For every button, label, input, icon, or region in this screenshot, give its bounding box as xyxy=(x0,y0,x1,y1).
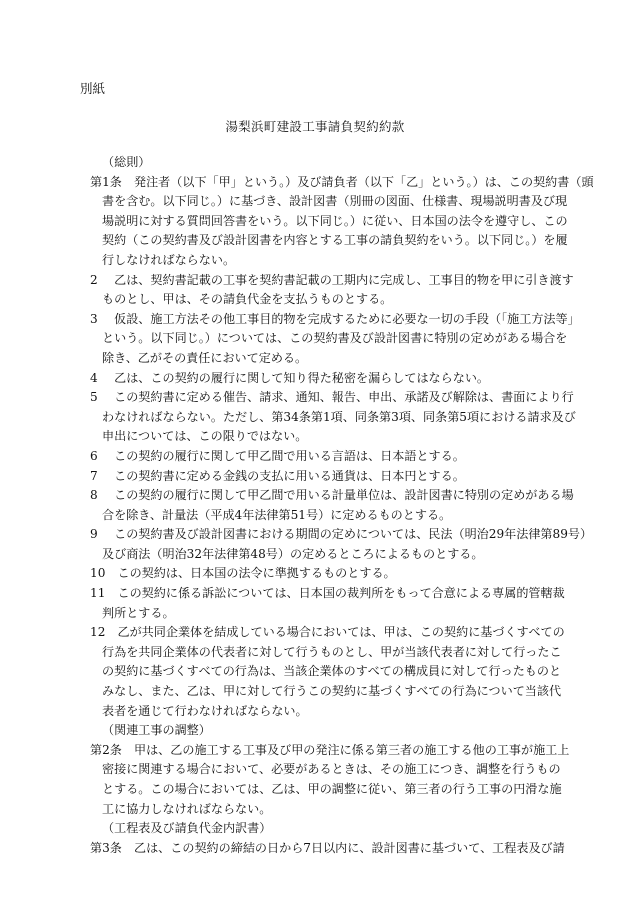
clause-text-line: この契約の履行に関して甲乙間で用いる計量単位は、設計図書に特別の定めがある場 xyxy=(102,488,574,503)
clause-text-line: ものとし、甲は、その請負代金を支払うものとする。 xyxy=(102,292,393,307)
clause-paragraph xyxy=(90,447,548,467)
clause-text-line: この契約書及び設計図書における期間の定めについては、民法（明治29年法律第89号） xyxy=(102,527,593,542)
clause-paragraph xyxy=(90,388,576,447)
clause-text-line: 申出については、この限りではない。 xyxy=(102,429,308,444)
clause-paragraph xyxy=(90,741,570,819)
clause-paragraph xyxy=(90,839,565,859)
clause-paragraph xyxy=(90,467,548,487)
section-heading: （工程表及び請負代金内訳書） xyxy=(102,821,272,836)
clause-text-line: 契約（この契約書及び設計図書を内容とする工事の請負契約をいう。以下同じ。）を履 xyxy=(102,233,568,248)
clause-text-line: 発注者（以下「甲」という。）及び請負者（以下「乙」という。）は、この契約書（頭 xyxy=(121,174,594,189)
section-heading: （関連工事の調整） xyxy=(102,723,211,738)
clause-number: 3 xyxy=(90,311,98,326)
clause-text-line: 仮設、施工方法その他工事目的物を完成するために必要な一切の手段（「施工方法等」 xyxy=(102,311,580,326)
clause-paragraph xyxy=(90,584,565,623)
clause-number: 4 xyxy=(90,370,98,385)
clause-number: 12 xyxy=(90,625,106,640)
clause-text-line: 乙は、この契約の履行に関して知り得た秘密を漏らしてはならない。 xyxy=(102,370,490,385)
clause-paragraph xyxy=(90,486,574,525)
clause-number: 10 xyxy=(90,566,106,581)
clause-text-line: 行為を共同企業体の代表者に対して行うものとし、甲が当該代表者に対して行ったこ xyxy=(102,644,562,659)
clause-text-line: 書を含む。以下同じ。）に基づき、設計図書（別冊の図面、仕様書、現場説明書及び現 xyxy=(102,194,568,209)
clause-text-line: 乙は、契約書記載の工事を契約書記載の工期内に完成し、工事目的物を甲に引き渡す xyxy=(102,272,574,287)
clause-number: 2 xyxy=(90,272,98,287)
clause-text-line: 工に協力しなければならない。 xyxy=(102,801,272,816)
clause-paragraph xyxy=(90,623,565,721)
document-body xyxy=(90,153,594,858)
clause-text-line: 判所とする。 xyxy=(102,605,175,620)
clause-number: 6 xyxy=(90,448,98,463)
clause-text-line: 乙は、この契約の締結の日から7日以内に、設計図書に基づいて、工程表及び請 xyxy=(121,840,565,855)
clause-text-line: この契約書に定める金銭の支払に用いる通貨は、日本円とする。 xyxy=(102,468,465,483)
document-title: 湯梨浜町建設工事請負契約約款 xyxy=(225,119,405,134)
clause-paragraph xyxy=(90,525,593,564)
clause-paragraph xyxy=(90,369,548,389)
clause-number: 5 xyxy=(90,390,98,405)
clause-text-line: 及び商法（明治32年法律第48号）の定めるところによるものとする。 xyxy=(102,546,484,561)
clause-text-line: この契約書に定める催告、請求、通知、報告、申出、承諾及び解除は、書面により行 xyxy=(102,390,574,405)
clause-number: 第1条 xyxy=(90,174,122,189)
clause-number: 第3条 xyxy=(90,840,122,855)
clause-number: 9 xyxy=(90,527,98,542)
clause-paragraph xyxy=(90,173,594,271)
clause-text-line: 除き、乙がその責任において定める。 xyxy=(102,350,308,365)
clause-paragraph xyxy=(90,271,574,310)
clause-text-line: 場説明に対する質問回答書をいう。以下同じ。）に従い、日本国の法令を遵守し、この xyxy=(102,213,568,228)
clause-text-line: この契約は、日本国の法令に準拠するものとする。 xyxy=(105,566,396,581)
clause-text-line: 行しなければならない。 xyxy=(102,252,236,267)
clause-text-line: という。以下同じ。）については、この契約書及び設計図書に特別の定めがある場合を xyxy=(102,331,568,346)
clause-number: 第2条 xyxy=(90,742,122,757)
clause-paragraph xyxy=(90,564,548,584)
clause-text-line: 合を除き、計量法（平成4年法律第51号）に定めるものとする。 xyxy=(102,507,452,522)
attachment-label: 別紙 xyxy=(80,81,106,96)
clause-paragraph xyxy=(90,310,580,369)
clause-text-line: 乙が共同企業体を結成している場合においては、甲は、この契約に基づくすべての xyxy=(105,625,565,640)
clause-text-line: みなし、また、乙は、甲に対して行うこの契約に基づくすべての行為について当該代 xyxy=(102,684,562,699)
clause-number: 7 xyxy=(90,468,98,483)
clause-number: 11 xyxy=(90,586,106,601)
clause-text-line: 表者を通じて行わなければならない。 xyxy=(102,703,308,718)
section-heading: （総則） xyxy=(102,155,151,169)
clause-text-line: 密接に関連する場合において、必要があるときは、その施工につき、調整を行うもの xyxy=(102,762,561,777)
clause-text-line: この契約の履行に関して甲乙間で用いる言語は、日本語とする。 xyxy=(102,448,465,463)
clause-text-line: わなければならない。ただし、第34条第1項、同条第3項、同条第5項における請求及び xyxy=(102,409,576,424)
clause-number: 8 xyxy=(90,488,98,503)
clause-text-line: とする。この場合においては、乙は、甲の調整に従い、第三者の行う工事の円滑な施 xyxy=(102,782,562,796)
clause-text-line: の契約に基づくすべての行為は、当該企業体のすべての構成員に対して行ったものと xyxy=(102,664,562,679)
clause-text-line: 甲は、乙の施工する工事及び甲の発注に係る第三者の施工する他の工事が施工上 xyxy=(121,742,570,757)
clause-text-line: この契約に係る訴訟については、日本国の裁判所をもって合意による専属的管轄裁 xyxy=(105,586,565,601)
